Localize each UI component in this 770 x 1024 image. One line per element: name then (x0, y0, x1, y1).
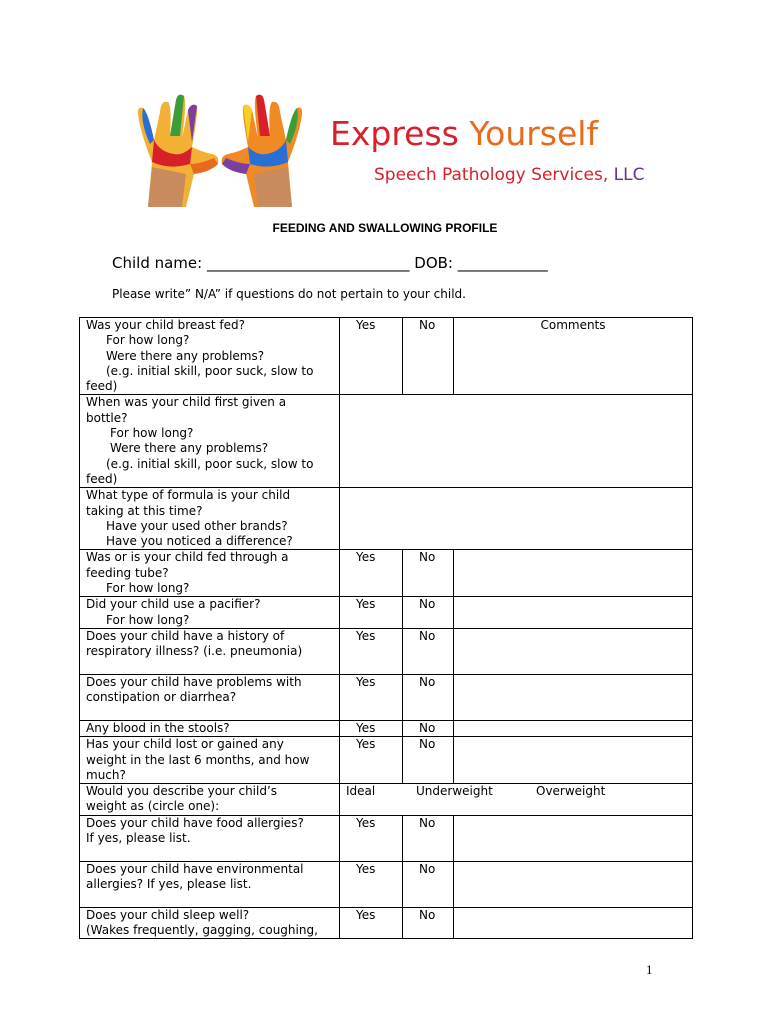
table-row (80, 628, 693, 674)
table-row (80, 550, 693, 597)
table-row (80, 597, 693, 629)
brand-word-express: Express (330, 114, 459, 153)
comments-cell[interactable] (454, 861, 693, 907)
child-name-field[interactable]: ___________________________ (206, 254, 410, 272)
question-cell: Does your child sleep well? (Wakes frequently, gagging, coughing, (80, 907, 340, 939)
no-option[interactable]: No (403, 737, 454, 784)
brand-subtitle: Speech Pathology Services, (374, 165, 609, 185)
question-cell: Does your child have food allergies? If yes, please list. (80, 815, 340, 861)
dob-field[interactable]: ____________ (457, 254, 548, 272)
yes-option[interactable]: Yes (340, 907, 403, 939)
comments-header: Comments (454, 318, 693, 395)
comments-cell[interactable] (454, 597, 693, 629)
yes-option[interactable]: Yes (340, 318, 403, 395)
question-cell: Did your child use a pacifier? For how long? (80, 597, 340, 629)
comments-cell[interactable] (454, 815, 693, 861)
no-option[interactable]: No (403, 861, 454, 907)
no-option[interactable]: No (403, 815, 454, 861)
dob-label: DOB: (414, 254, 453, 272)
question-cell: Does your child have problems with constipation or diarrhea? (80, 674, 340, 720)
table-row (80, 784, 693, 816)
answer-cell[interactable] (340, 395, 693, 488)
table-row (80, 907, 693, 939)
comments-cell[interactable] (454, 550, 693, 597)
table-row (80, 861, 693, 907)
no-option[interactable]: No (403, 674, 454, 720)
brand-suffix: LLC (613, 165, 645, 185)
yes-option[interactable]: Yes (340, 720, 403, 736)
answer-cell[interactable] (340, 488, 693, 550)
yes-option[interactable]: Yes (340, 628, 403, 674)
yes-option[interactable]: Yes (340, 674, 403, 720)
yes-option[interactable]: Yes (340, 550, 403, 597)
option-underweight[interactable]: Underweight (416, 784, 493, 799)
question-cell: Was your child breast fed? For how long? Were there any problems? (e.g. initial skill, poor suck, slow to feed) (80, 318, 340, 395)
company-logo (130, 92, 670, 207)
yes-option[interactable]: Yes (340, 815, 403, 861)
comments-cell[interactable] (454, 720, 693, 736)
form-title: FEEDING AND SWALLOWING PROFILE (272, 221, 498, 235)
brand-name-line2 (374, 165, 644, 185)
question-cell: What type of formula is your child taking at this time? Have your used other brands? Have you noticed a difference? (80, 488, 340, 550)
no-option[interactable]: No (403, 318, 454, 395)
child-name-label: Child name: (112, 254, 203, 272)
comments-cell[interactable] (454, 674, 693, 720)
table-row (80, 395, 693, 488)
comments-cell[interactable] (454, 737, 693, 784)
option-overweight[interactable]: Overweight (536, 784, 606, 799)
no-option[interactable]: No (403, 597, 454, 629)
table-row (80, 318, 693, 395)
yes-option[interactable]: Yes (340, 737, 403, 784)
question-cell: When was your child first given a bottle? For how long? Were there any problems? (e.g. initial skill, poor suck, slow to feed) (80, 395, 340, 488)
question-cell: Does your child have a history of respiratory illness? (i.e. pneumonia) (80, 628, 340, 674)
page-number: 1 (646, 962, 653, 977)
child-info-line (112, 254, 548, 272)
question-cell: Would you describe your child’s weight as (circle one): (80, 784, 340, 816)
brand-name-line1 (330, 114, 598, 153)
comments-cell[interactable] (454, 907, 693, 939)
question-cell: Has your child lost or gained any weight in the last 6 months, and how much? (80, 737, 340, 784)
table-row (80, 720, 693, 736)
no-option[interactable]: No (403, 907, 454, 939)
painted-hands-image (130, 92, 310, 207)
brand-word-yourself: Yourself (469, 114, 599, 153)
table-row (80, 815, 693, 861)
weight-options-cell (340, 784, 693, 816)
no-option[interactable]: No (403, 550, 454, 597)
yes-option[interactable]: Yes (340, 861, 403, 907)
feeding-profile-table (79, 317, 693, 939)
option-ideal[interactable]: Ideal (346, 784, 376, 799)
table-row (80, 737, 693, 784)
comments-cell[interactable] (454, 628, 693, 674)
question-cell: Any blood in the stools? (80, 720, 340, 736)
instructions-note: Please write” N/A” if questions do not pertain to your child. (112, 287, 466, 301)
table-row (80, 674, 693, 720)
no-option[interactable]: No (403, 628, 454, 674)
question-cell: Does your child have environmental allergies? If yes, please list. (80, 861, 340, 907)
table-row (80, 488, 693, 550)
yes-option[interactable]: Yes (340, 597, 403, 629)
no-option[interactable]: No (403, 720, 454, 736)
question-cell: Was or is your child fed through a feeding tube? For how long? (80, 550, 340, 597)
